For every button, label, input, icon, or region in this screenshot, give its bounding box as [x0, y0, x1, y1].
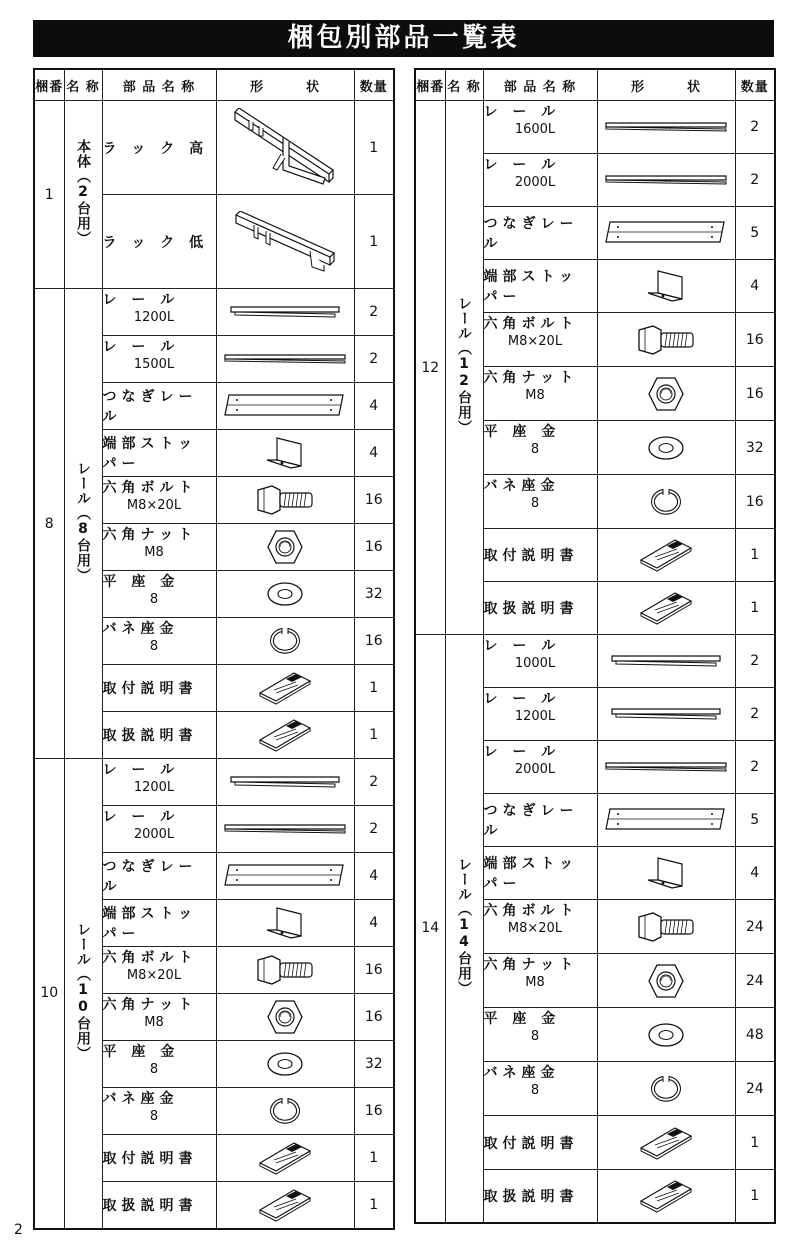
table-header-row [34, 69, 394, 101]
part-label: 取付説明書 [483, 548, 579, 564]
part-name [483, 154, 597, 207]
part-spec: 1500L [133, 357, 175, 372]
part-quantity: 4 [354, 900, 394, 947]
table-row [415, 635, 775, 688]
manual-icon [217, 1141, 354, 1175]
part-shape [597, 1116, 735, 1170]
part-shape [216, 1135, 354, 1182]
table-row [34, 101, 394, 195]
part-name [102, 383, 216, 430]
part-name [483, 529, 597, 582]
rail-long-icon [598, 116, 735, 138]
part-name [483, 1116, 597, 1170]
part-shape [597, 741, 735, 794]
part-label: 端部ストッパー [483, 269, 579, 305]
part-label: バネ座金 [102, 1091, 179, 1107]
part-shape [216, 477, 354, 524]
part-label: バネ座金 [483, 1065, 560, 1081]
part-shape [216, 289, 354, 336]
part-spec: 8 [149, 1062, 159, 1077]
part-shape [597, 529, 735, 582]
rail-long-icon [598, 756, 735, 778]
bundle-number: 1 [34, 101, 64, 289]
part-name [483, 1008, 597, 1062]
part-label: バネ座金 [483, 478, 560, 494]
part-name [102, 994, 216, 1041]
part-shape [597, 260, 735, 313]
part-quantity: 1 [735, 582, 775, 635]
part-label: 端部ストッパー [102, 906, 198, 942]
part-quantity: 2 [735, 688, 775, 741]
header-name: 名 称 [64, 69, 102, 101]
spring-washer-icon [598, 1074, 735, 1104]
manual-icon [598, 1126, 735, 1160]
part-shape [597, 582, 735, 635]
part-label: つなぎレール [102, 389, 198, 425]
hex-bolt-icon [217, 484, 354, 516]
part-spec: 2000L [133, 827, 175, 842]
part-shape [216, 806, 354, 853]
part-name [102, 195, 216, 289]
part-name [102, 1088, 216, 1135]
part-quantity: 5 [735, 794, 775, 847]
part-name [102, 430, 216, 477]
manual-icon [217, 671, 354, 705]
bundle-name-text: レール（10台用） [75, 921, 91, 1061]
part-quantity: 16 [735, 475, 775, 529]
bundle-name-text: レール（8台用） [75, 460, 91, 583]
part-name [483, 475, 597, 529]
part-label: 取扱説明書 [483, 1188, 579, 1205]
part-label: レ ー ル [483, 691, 561, 707]
joint-rail-icon [217, 861, 354, 891]
part-label: 取扱説明書 [102, 1197, 198, 1214]
part-quantity: 16 [354, 1088, 394, 1135]
part-label: 六角ボルト [483, 903, 579, 919]
part-name [483, 421, 597, 475]
part-shape [597, 954, 735, 1008]
part-name [102, 1041, 216, 1088]
part-name [102, 900, 216, 947]
part-label: レ ー ル [102, 762, 180, 778]
rail-icon [598, 703, 735, 725]
part-name [102, 853, 216, 900]
part-label: 六角ナット [102, 527, 198, 543]
part-label: 六角ボルト [102, 480, 198, 496]
part-spec: 8 [149, 1109, 159, 1124]
part-name [483, 313, 597, 367]
part-spec: 8 [530, 442, 540, 457]
flat-washer-icon [598, 1021, 735, 1049]
part-name [483, 582, 597, 635]
end-stopper-icon [217, 436, 354, 470]
part-label: レ ー ル [102, 339, 180, 355]
part-quantity: 16 [735, 313, 775, 367]
bundle-name-text: レール（14台用） [456, 856, 472, 996]
hex-nut-icon [217, 529, 354, 565]
header-qty: 数量 [735, 69, 775, 101]
bundle-name [445, 101, 483, 635]
part-shape [216, 1041, 354, 1088]
part-shape [597, 847, 735, 900]
part-label: 端部ストッパー [483, 856, 579, 892]
part-quantity: 16 [354, 524, 394, 571]
part-spec: 8 [530, 1083, 540, 1098]
bundle-name [64, 289, 102, 759]
part-quantity: 16 [354, 618, 394, 665]
part-quantity: 1 [354, 195, 394, 289]
part-label: つなぎレール [102, 859, 198, 895]
rail-long-icon [598, 169, 735, 191]
part-quantity: 1 [735, 1170, 775, 1223]
header-name: 名 称 [445, 69, 483, 101]
part-shape [597, 900, 735, 954]
header-part: 部 品 名 称 [483, 69, 597, 101]
rail-long-icon [217, 348, 354, 370]
header-shape: 形 状 [597, 69, 735, 101]
bundle-number: 10 [34, 759, 64, 1229]
bundle-name-text: 本体（2台用） [75, 139, 91, 246]
part-quantity: 32 [354, 1041, 394, 1088]
part-shape [216, 383, 354, 430]
hex-bolt-icon [598, 911, 735, 943]
part-quantity: 24 [735, 1062, 775, 1116]
part-name [483, 900, 597, 954]
part-quantity: 2 [354, 289, 394, 336]
flat-washer-icon [217, 1050, 354, 1078]
hex-nut-icon [598, 963, 735, 999]
hex-bolt-icon [217, 954, 354, 986]
part-shape [597, 688, 735, 741]
parts-table-left [33, 68, 395, 1230]
joint-rail-icon [217, 391, 354, 421]
part-quantity: 2 [735, 154, 775, 207]
part-shape [216, 853, 354, 900]
part-spec: M8×20L [126, 498, 182, 513]
part-shape [216, 430, 354, 477]
manual-icon [217, 1188, 354, 1222]
part-spec: M8 [144, 1015, 164, 1030]
part-name [102, 524, 216, 571]
part-name [483, 847, 597, 900]
part-spec: 1600L [514, 122, 556, 137]
header-qty: 数量 [354, 69, 394, 101]
part-label: 六角ボルト [102, 950, 198, 966]
part-quantity: 2 [735, 635, 775, 688]
part-shape [216, 1088, 354, 1135]
part-label: レ ー ル [102, 809, 180, 825]
part-spec: 1200L [133, 780, 175, 795]
part-name [102, 665, 216, 712]
bundle-number: 14 [415, 635, 445, 1223]
part-shape [216, 524, 354, 571]
part-quantity: 24 [735, 954, 775, 1008]
spring-washer-icon [217, 626, 354, 656]
flat-washer-icon [598, 434, 735, 462]
part-name [102, 806, 216, 853]
part-spec: 1200L [514, 709, 556, 724]
part-name [483, 1062, 597, 1116]
part-name [102, 618, 216, 665]
part-spec: 1200L [133, 310, 175, 325]
part-name [483, 207, 597, 260]
part-spec: M8×20L [126, 968, 182, 983]
table-row [34, 289, 394, 336]
part-spec: M8 [525, 975, 545, 990]
part-quantity: 4 [354, 853, 394, 900]
part-name [483, 1170, 597, 1223]
part-shape [597, 1170, 735, 1223]
header-bundle: 梱番 [415, 69, 445, 101]
part-quantity: 1 [354, 665, 394, 712]
part-shape [597, 1008, 735, 1062]
part-shape [216, 947, 354, 994]
end-stopper-icon [598, 856, 735, 890]
part-label: 平 座 金 [483, 424, 561, 440]
part-shape [216, 618, 354, 665]
part-label: 平 座 金 [102, 574, 180, 590]
part-label: ラ ッ ク 低 [102, 234, 209, 251]
part-quantity: 4 [354, 430, 394, 477]
part-name [102, 571, 216, 618]
part-quantity: 1 [735, 1116, 775, 1170]
part-quantity: 2 [354, 759, 394, 806]
part-spec: 8 [530, 1029, 540, 1044]
part-shape [216, 101, 354, 195]
part-shape [216, 994, 354, 1041]
part-label: レ ー ル [102, 292, 180, 308]
part-shape [597, 101, 735, 154]
part-quantity: 4 [354, 383, 394, 430]
part-spec: M8×20L [507, 921, 563, 936]
page-number: 2 [14, 1222, 23, 1238]
bundle-name [64, 101, 102, 289]
part-quantity: 16 [735, 367, 775, 421]
part-name [102, 101, 216, 195]
parts-table-right [414, 68, 776, 1224]
part-label: 取扱説明書 [483, 601, 579, 617]
spring-washer-icon [217, 1096, 354, 1126]
part-quantity: 2 [354, 806, 394, 853]
part-name [102, 759, 216, 806]
table-row [415, 101, 775, 154]
part-label: レ ー ル [483, 744, 561, 760]
part-shape [597, 367, 735, 421]
part-label: レ ー ル [483, 157, 561, 173]
part-quantity: 48 [735, 1008, 775, 1062]
manual-icon [598, 538, 735, 572]
part-shape [216, 195, 354, 289]
header-part: 部 品 名 称 [102, 69, 216, 101]
part-spec: 2000L [514, 175, 556, 190]
bundle-name [445, 635, 483, 1223]
part-shape [597, 154, 735, 207]
part-quantity: 2 [354, 336, 394, 383]
page-title: 梱包別部品一覧表 [33, 20, 774, 57]
part-name [102, 289, 216, 336]
part-label: 端部ストッパー [102, 436, 198, 472]
part-label: 六角ボルト [483, 316, 579, 332]
rail-icon [217, 771, 354, 793]
part-name [483, 741, 597, 794]
manual-icon [598, 591, 735, 625]
part-label: 取付説明書 [102, 1151, 198, 1167]
part-shape [597, 313, 735, 367]
hex-nut-icon [598, 376, 735, 412]
end-stopper-icon [217, 906, 354, 940]
part-spec: 8 [530, 496, 540, 511]
part-shape [216, 712, 354, 759]
rail-icon [217, 301, 354, 323]
bundle-number: 8 [34, 289, 64, 759]
part-label: つなぎレール [483, 216, 579, 252]
part-name [483, 954, 597, 1008]
part-shape [597, 635, 735, 688]
part-spec: 1000L [514, 656, 556, 671]
part-label: 平 座 金 [102, 1044, 180, 1060]
part-label: 六角ナット [483, 957, 579, 973]
part-spec: 8 [149, 639, 159, 654]
manual-icon [217, 718, 354, 752]
part-name [102, 477, 216, 524]
flat-washer-icon [217, 580, 354, 608]
part-quantity: 2 [735, 101, 775, 154]
part-quantity: 1 [354, 1135, 394, 1182]
part-name [102, 1135, 216, 1182]
part-quantity: 4 [735, 847, 775, 900]
part-quantity: 32 [354, 571, 394, 618]
part-shape [216, 571, 354, 618]
part-quantity: 2 [735, 741, 775, 794]
part-name [483, 260, 597, 313]
part-shape [597, 421, 735, 475]
part-spec: M8×20L [507, 334, 563, 349]
part-label: ラ ッ ク 高 [102, 140, 209, 157]
part-name [483, 101, 597, 154]
hex-nut-icon [217, 999, 354, 1035]
part-shape [597, 794, 735, 847]
part-name [483, 635, 597, 688]
part-shape [597, 475, 735, 529]
part-quantity: 5 [735, 207, 775, 260]
part-shape [216, 665, 354, 712]
part-label: 取扱説明書 [102, 728, 198, 744]
part-name [483, 688, 597, 741]
part-shape [216, 900, 354, 947]
part-quantity: 16 [354, 994, 394, 1041]
part-name [483, 367, 597, 421]
part-label: つなぎレール [483, 803, 579, 839]
part-spec: 2000L [514, 762, 556, 777]
part-shape [216, 336, 354, 383]
rack-high-icon [217, 108, 354, 188]
part-spec: 8 [149, 592, 159, 607]
part-label: 平 座 金 [483, 1011, 561, 1027]
part-spec: M8 [144, 545, 164, 560]
part-quantity: 4 [735, 260, 775, 313]
part-shape [597, 207, 735, 260]
part-name [483, 794, 597, 847]
rail-icon [598, 650, 735, 672]
part-label: 六角ナット [483, 370, 579, 386]
joint-rail-icon [598, 218, 735, 248]
joint-rail-icon [598, 805, 735, 835]
part-label: バネ座金 [102, 621, 179, 637]
spring-washer-icon [598, 487, 735, 517]
part-label: 六角ナット [102, 997, 198, 1013]
part-shape [216, 759, 354, 806]
header-shape: 形 状 [216, 69, 354, 101]
table-row [34, 759, 394, 806]
rack-low-icon [217, 211, 354, 273]
part-quantity: 16 [354, 477, 394, 524]
end-stopper-icon [598, 269, 735, 303]
bundle-number: 12 [415, 101, 445, 635]
part-shape [597, 1062, 735, 1116]
manual-icon [598, 1179, 735, 1213]
part-name [102, 336, 216, 383]
part-quantity: 1 [354, 101, 394, 195]
part-label: レ ー ル [483, 638, 561, 654]
part-quantity: 1 [354, 1182, 394, 1229]
part-name [102, 712, 216, 759]
part-label: レ ー ル [483, 104, 561, 120]
part-label: 取付説明書 [483, 1135, 579, 1152]
part-spec: M8 [525, 388, 545, 403]
rail-long-icon [217, 818, 354, 840]
bundle-name [64, 759, 102, 1229]
part-shape [216, 1182, 354, 1229]
part-name [102, 1182, 216, 1229]
header-bundle: 梱番 [34, 69, 64, 101]
part-quantity: 24 [735, 900, 775, 954]
part-quantity: 16 [354, 947, 394, 994]
part-label: 取付説明書 [102, 681, 198, 697]
part-name [102, 947, 216, 994]
part-quantity: 1 [735, 529, 775, 582]
hex-bolt-icon [598, 324, 735, 356]
part-quantity: 1 [354, 712, 394, 759]
part-quantity: 32 [735, 421, 775, 475]
table-header-row [415, 69, 775, 101]
bundle-name-text: レール（12台用） [456, 296, 472, 435]
